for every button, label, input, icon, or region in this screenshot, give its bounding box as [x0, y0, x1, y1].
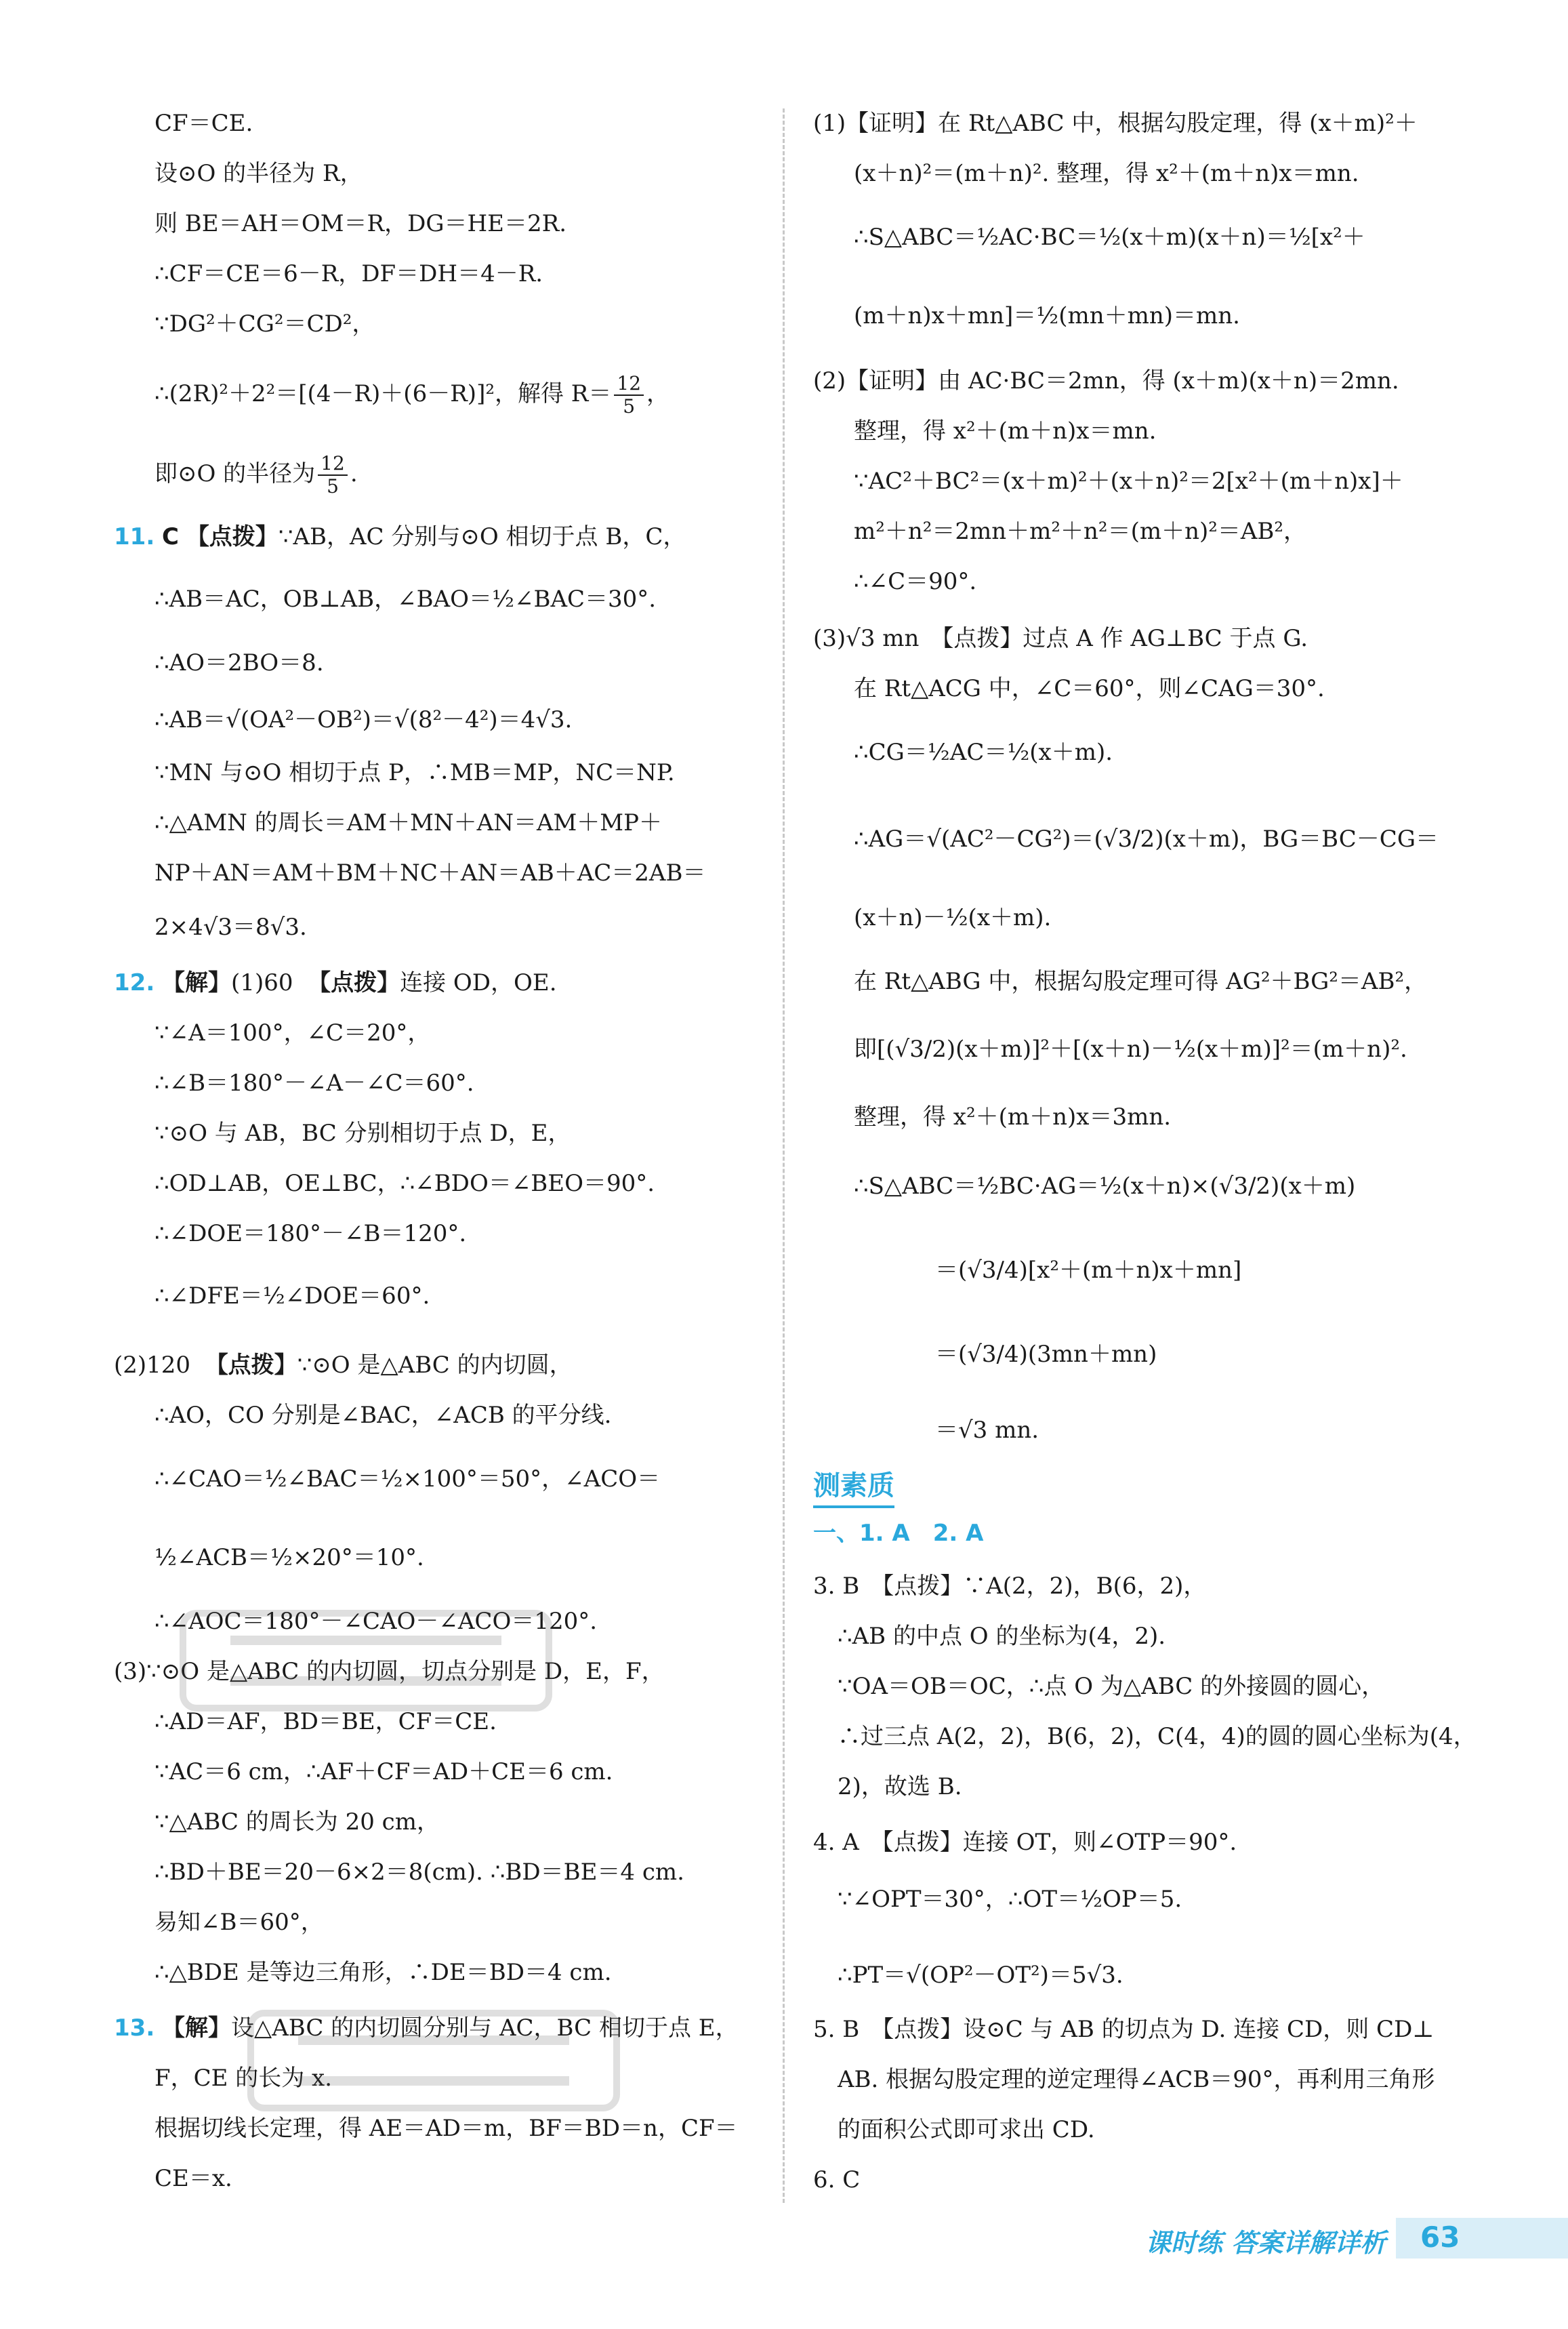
text-line: 易知∠B＝60°，	[154, 1909, 324, 1936]
radius-text: 即⊙O 的半径为	[154, 460, 316, 487]
text-line: (3)∵⊙O 是△ABC 的内切圆，切点分别是 D，E，F，	[114, 1658, 665, 1685]
question-number: 13.	[114, 2014, 155, 2042]
text-line: ∴AB 的中点 O 的坐标为(4，2).	[838, 1623, 1166, 1650]
text-line: ∵⊙O 是△ABC 的内切圆，	[297, 1352, 573, 1379]
text-line: ∴AO，CO 分别是∠BAC，∠ACB 的平分线.	[154, 1402, 612, 1429]
text-line: ∵∠OPT＝30°，∴OT＝½OP＝5.	[838, 1886, 1182, 1913]
part-answer: (1)60	[231, 969, 293, 996]
text-line: ∴∠DFE＝½∠DOE＝60°.	[154, 1282, 430, 1310]
text-line: 4. A 【点拨】连接 OT，则∠OTP＝90°.	[813, 1829, 1237, 1856]
text-line: 在 Rt△ABG 中，根据勾股定理可得 AG²＋BG²＝AB²，	[854, 968, 1428, 995]
page-number: 63	[1420, 2221, 1460, 2254]
text-line: CF＝CE.	[154, 110, 253, 137]
text-line: ∵AB，AC 分别与⊙O 相切于点 B，C，	[278, 523, 686, 550]
text-line: F，CE 的长为 x.	[154, 2065, 333, 2092]
text-line: AB. 根据勾股定理的逆定理得∠ACB＝90°，再利用三角形	[838, 2066, 1435, 2093]
hint-tag: 【点拨】	[205, 1352, 297, 1379]
part-2-header	[114, 1350, 573, 1380]
text-line: 3. B 【点拨】∵A(2，2)，B(6，2)，	[813, 1573, 1207, 1600]
text-line: 即[(√3/2)(x＋m)]²＋[(x＋n)－½(x＋m)]²＝(m＋n)².	[854, 1036, 1407, 1063]
punct: .	[350, 460, 358, 487]
text-line: 在 Rt△ACG 中，∠C＝60°，则∠CAG＝30°.	[854, 675, 1325, 702]
section-title: 测素质	[813, 1464, 894, 1508]
text-line: 整理，得 x²＋(m＋n)x＝mn.	[854, 418, 1157, 445]
text-line: ∴AB＝AC，OB⊥AB，∠BAO＝½∠BAC＝30°.	[154, 586, 657, 613]
text-line: (3)√3 mn 【点拨】过点 A 作 AG⊥BC 于点 G.	[813, 625, 1308, 652]
watermark-logo	[244, 2000, 623, 2122]
text-line: 整理，得 x²＋(m＋n)x＝3mn.	[854, 1103, 1172, 1131]
text-line: ∴AB＝√(OA²－OB²)＝√(8²－4²)＝4√3.	[154, 706, 573, 733]
question-number: 12.	[114, 969, 155, 996]
part-answer: (2)120	[114, 1352, 191, 1379]
question-number: 11.	[114, 523, 155, 550]
punct: ，	[646, 380, 670, 407]
hint-tag: 【点拨】	[308, 969, 400, 996]
text-line: ∴AO＝2BO＝8.	[154, 649, 324, 676]
answer-letter: C	[162, 523, 179, 550]
text-line: ∴OD⊥AB，OE⊥BC，∴∠BDO＝∠BEO＝90°.	[154, 1170, 655, 1197]
text-line: 则 BE＝AH＝OM＝R，DG＝HE＝2R.	[154, 210, 567, 237]
text-line: ∴∠DOE＝180°－∠B＝120°.	[154, 1220, 467, 1247]
text-line: 根据切线长定理，得 AE＝AD＝m，BF＝BD＝n，CF＝	[154, 2115, 738, 2142]
text-line: ∵△ABC 的周长为 20 cm，	[154, 1808, 440, 1836]
text-line: ∵DG²＋CG²＝CD²，	[154, 310, 375, 338]
text-line: (x＋n)－½(x＋m).	[854, 904, 1052, 931]
text-line: 6. C	[813, 2166, 861, 2193]
text-line: ∵AC²＋BC²＝(x＋m)²＋(x＋n)²＝2[x²＋(m＋n)x]＋	[854, 468, 1403, 495]
text-line	[154, 373, 669, 418]
answers-row	[813, 1518, 983, 1548]
text-line: ∴AD＝AF，BD＝BE，CF＝CE.	[154, 1708, 497, 1735]
fraction: $\frac{12}{5}$	[318, 453, 348, 498]
text-line: ∵AC＝6 cm，∴AF＋CF＝AD＋CE＝6 cm.	[154, 1758, 613, 1785]
text-line: ∴CG＝½AC＝½(x＋m).	[854, 739, 1113, 766]
text-line: ∴∠B＝180°－∠A－∠C＝60°.	[154, 1070, 474, 1097]
text-line: ∴S△ABC＝½AC·BC＝½(x＋m)(x＋n)＝½[x²＋	[854, 224, 1365, 251]
solution-tag: 【解】	[162, 969, 232, 996]
text-line: ∴CF＝CE＝6－R，DF＝DH＝4－R.	[154, 260, 543, 287]
question-11-header	[114, 522, 686, 552]
text-line: ∵OA＝OB＝OC，∴点 O 为△ABC 的外接圆的圆心，	[838, 1673, 1385, 1700]
text-line: ＝(√3/4)(3mn＋mn)	[935, 1341, 1157, 1368]
text-line: ∵MN 与⊙O 相切于点 P，∴MB＝MP，NC＝NP.	[154, 759, 675, 786]
text-line: 的面积公式即可求出 CD.	[838, 2116, 1095, 2143]
text-line: (x＋n)²＝(m＋n)². 整理，得 x²＋(m＋n)x＝mn.	[854, 160, 1359, 187]
text-line: ＝(√3/4)[x²＋(m＋n)x＋mn]	[935, 1257, 1242, 1284]
text-line: ∴AG＝√(AC²－CG²)＝(√3/2)(x＋m)，BG＝BC－CG＝	[854, 826, 1439, 853]
text-line: ∴过三点 A(2，2)，B(6，2)，C(4，4)的圆的圆心坐标为(4，	[838, 1723, 1477, 1750]
text-line: ∴△AMN 的周长＝AM＋MN＋AN＝AM＋MP＋	[154, 809, 662, 836]
text-line: ∴∠C＝90°.	[854, 568, 977, 595]
answers-text: 一、1. A 2. A	[813, 1520, 984, 1547]
text-line: (1)【证明】在 Rt△ABC 中，根据勾股定理，得 (x＋m)²＋	[813, 110, 1418, 137]
text-line: (m＋n)x＋mn]＝½(mn＋mn)＝mn.	[854, 302, 1240, 329]
hint-tag: 【点拨】	[186, 523, 278, 550]
text-line: ∴BD＋BE＝20－6×2＝8(cm). ∴BD＝BE＝4 cm.	[154, 1859, 684, 1886]
fraction: $\frac{12}{5}$	[614, 373, 644, 418]
text-line: ∴PT＝√(OP²－OT²)＝5√3.	[838, 1962, 1123, 1989]
text-line: ∴∠AOC＝180°－∠CAO－∠ACO＝120°.	[154, 1608, 598, 1635]
solution-tag: 【解】	[162, 2014, 232, 2042]
watermark-logo	[176, 1600, 556, 1722]
text-line: ∵∠A＝100°，∠C＝20°，	[154, 1019, 431, 1047]
question-12-header	[114, 968, 557, 998]
text-line: m²＋n²＝2mn＋m²＋n²＝(m＋n)²＝AB²，	[854, 518, 1307, 545]
text-line: CE＝x.	[154, 2165, 232, 2192]
text-line: ½∠ACB＝½×20°＝10°.	[154, 1544, 424, 1571]
text-line: 设△ABC 的内切圆分别与 AC，BC 相切于点 E，	[231, 2014, 739, 2042]
text-line: 设⊙O 的半径为 R，	[154, 160, 363, 187]
text-line: (2)【证明】由 AC·BC＝2mn，得 (x＋m)(x＋n)＝2mn.	[813, 367, 1399, 394]
text-line: ∴S△ABC＝½BC·AG＝½(x＋n)×(√3/2)(x＋m)	[854, 1173, 1356, 1200]
text-line: ∵⊙O 与 AB，BC 分别相切于点 D，E，	[154, 1120, 571, 1147]
text-line	[154, 453, 358, 498]
text-line: NP＋AN＝AM＋BM＋NC＋AN＝AB＋AC＝2AB＝	[154, 859, 706, 887]
text-line: ∴△BDE 是等边三角形，∴DE＝BD＝4 cm.	[154, 1959, 612, 1986]
text-line: 5. B 【点拨】设⊙C 与 AB 的切点为 D. 连接 CD，则 CD⊥	[813, 2016, 1435, 2043]
text-line: 2)，故选 B.	[838, 1773, 962, 1800]
footer-title: 课时练 答案详解详析	[1145, 2228, 1386, 2258]
text-line: 连接 OD，OE.	[400, 969, 557, 996]
text-line: ∴∠CAO＝½∠BAC＝½×100°＝50°，∠ACO＝	[154, 1465, 661, 1493]
text-line: 2×4√3＝8√3.	[154, 914, 307, 941]
text-line: ＝√3 mn.	[935, 1417, 1039, 1444]
column-divider	[783, 108, 785, 2203]
equation-text: ∴(2R)²＋2²＝[(4－R)＋(6－R)]²，解得 R＝	[154, 380, 612, 407]
